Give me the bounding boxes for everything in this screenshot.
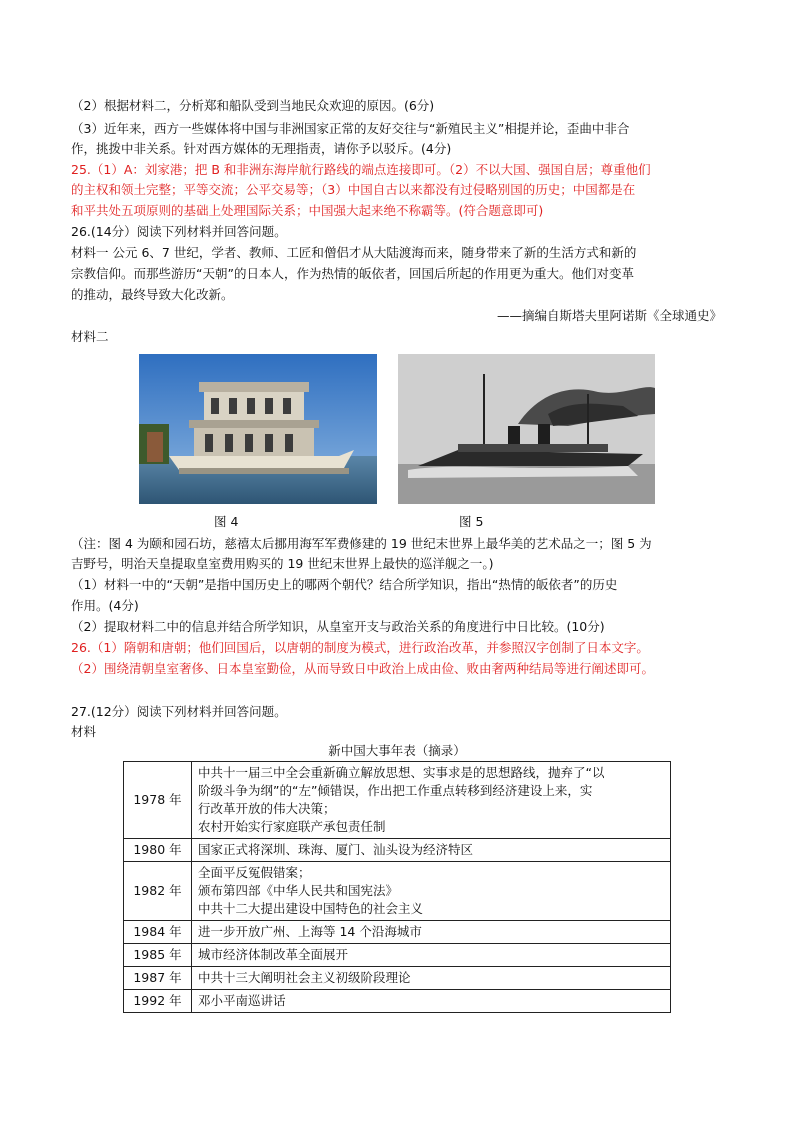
table-row	[124, 762, 671, 839]
table-event-cell	[192, 862, 671, 921]
table-event-cell	[192, 967, 671, 990]
table-event-line: 中共十二大提出建设中国特色的社会主义	[198, 901, 424, 916]
q26-note-line2: 吉野号，明治天皇提取皇室费用购买的 19 世纪末世界上最快的巡洋舰之一。)	[71, 556, 494, 571]
table-event-line: 邓小平南巡讲话	[198, 993, 286, 1008]
table-event-line: 中共十一届三中全会重新确立解放思想、实事求是的思想路线，抛弃了“以	[198, 765, 605, 780]
q26-material1-line3: 的推动，最终导致大化改新。	[71, 287, 234, 302]
figure-4-caption: 图 4	[214, 514, 239, 529]
table-event-cell	[192, 839, 671, 862]
table-year-cell: 1980 年	[124, 839, 192, 862]
table-event-cell	[192, 944, 671, 967]
chronology-table	[123, 761, 671, 1013]
table-event-line: 城市经济体制改革全面展开	[198, 947, 349, 962]
q26-sub1-line2: 作用。(4分)	[71, 598, 139, 613]
table-event-line: 农村开始实行家庭联产承包责任制	[198, 819, 386, 834]
q24-sub2: （2）根据材料二，分析郑和船队受到当地民众欢迎的原因。(6分)	[71, 98, 435, 113]
table-event-line: 进一步开放广州、上海等 14 个沿海城市	[198, 924, 422, 939]
table-event-cell	[192, 921, 671, 944]
table-year-cell: 1982 年	[124, 862, 192, 921]
table-event-cell	[192, 762, 671, 839]
q26-material2-label: 材料二	[71, 329, 109, 344]
q24-sub3-line2: 作，挑拨中非关系。针对西方媒体的无理指责，请你予以驳斥。(4分)	[71, 141, 452, 156]
table-event-line: 国家正式将深圳、珠海、厦门、汕头设为经济特区	[198, 842, 474, 857]
table-year-cell: 1987 年	[124, 967, 192, 990]
figure-5-yoshino-cruiser	[398, 354, 655, 504]
table-title: 新中国大事年表（摘录）	[328, 743, 466, 758]
table-event-line: 中共十三大阐明社会主义初级阶段理论	[198, 970, 411, 985]
table-event-line: 阶级斗争为纲”的“左”倾错误，作出把工作重点转移到经济建设上来，实	[198, 783, 593, 798]
table-year-cell: 1978 年	[124, 762, 192, 839]
answer-25-line3: 和平共处五项原则的基础上处理国际关系；中国强大起来绝不称霸等。(符合题意即可)	[71, 203, 544, 218]
table-year-cell: 1992 年	[124, 990, 192, 1013]
table-row	[124, 967, 671, 990]
q27-material-label: 材料	[71, 724, 97, 739]
q26-sub2: （2）提取材料二中的信息并结合所学知识，从皇室开支与政治关系的角度进行中日比较。(10分)	[71, 619, 605, 634]
table-event-line: 行改革开放的伟大决策；	[198, 801, 336, 816]
q26-heading: 26.(14分）阅读下列材料并回答问题。	[71, 224, 287, 239]
table-row	[124, 862, 671, 921]
table-event-line: 全面平反冤假错案；	[198, 865, 311, 880]
answer-25-line2: 的主权和领土完整；平等交流；公平交易等；（3）中国自古以来都没有过侵略别国的历史；中国都是在	[71, 182, 636, 197]
answer-26-line1: 26.（1）隋朝和唐朝；他们回国后，以唐朝的制度为模式，进行政治改革，并参照汉字创制了日本文字。	[71, 640, 649, 655]
answer-26-line2: （2）围绕清朝皇室奢侈、日本皇室勤俭，从而导致日中政治上成由俭、败由奢两种结局等进行阐述即可。	[71, 661, 654, 676]
q24-sub3-line1: （3）近年来，西方一些媒体将中国与非洲国家正常的友好交往与“新殖民主义”相提并论，歪曲中非合	[71, 121, 630, 136]
q26-sub1-line1: （1）材料一中的“天朝”是指中国历史上的哪两个朝代？结合所学知识，指出“热情的皈依者”的历史	[71, 577, 618, 592]
q26-source: ——摘编自斯塔夫里阿诺斯《全球通史》	[496, 308, 722, 323]
answer-25-line1: 25.（1）A：刘家港；把 B 和非洲东海岸航行路线的端点连接即可。（2）不以大国、强国自居；尊重他们	[71, 162, 651, 177]
q26-material1-line1: 材料一 公元 6、7 世纪，学者、教师、工匠和僧侣才从大陆渡海而来，随身带来了新的生活方式和新的	[71, 245, 637, 260]
table-row	[124, 990, 671, 1013]
table-year-cell: 1985 年	[124, 944, 192, 967]
q27-heading: 27.(12分）阅读下列材料并回答问题。	[71, 704, 287, 719]
q26-material1-line2: 宗教信仰。而那些游历“天朝”的日本人，作为热情的皈依者，回国后所起的作用更为重大。他们对变革	[71, 266, 634, 281]
table-year-cell: 1984 年	[124, 921, 192, 944]
table-event-line: 颁布第四部《中华人民共和国宪法》	[198, 883, 399, 898]
figure-4-marble-boat	[139, 354, 377, 504]
table-row	[124, 944, 671, 967]
figure-5-caption: 图 5	[459, 514, 484, 529]
table-event-cell	[192, 990, 671, 1013]
table-row	[124, 921, 671, 944]
table-row	[124, 839, 671, 862]
q26-note-line1: （注：图 4 为颐和园石坊，慈禧太后挪用海军军费修建的 19 世纪末世界上最华美的艺术品之一；图 5 为	[71, 536, 652, 551]
